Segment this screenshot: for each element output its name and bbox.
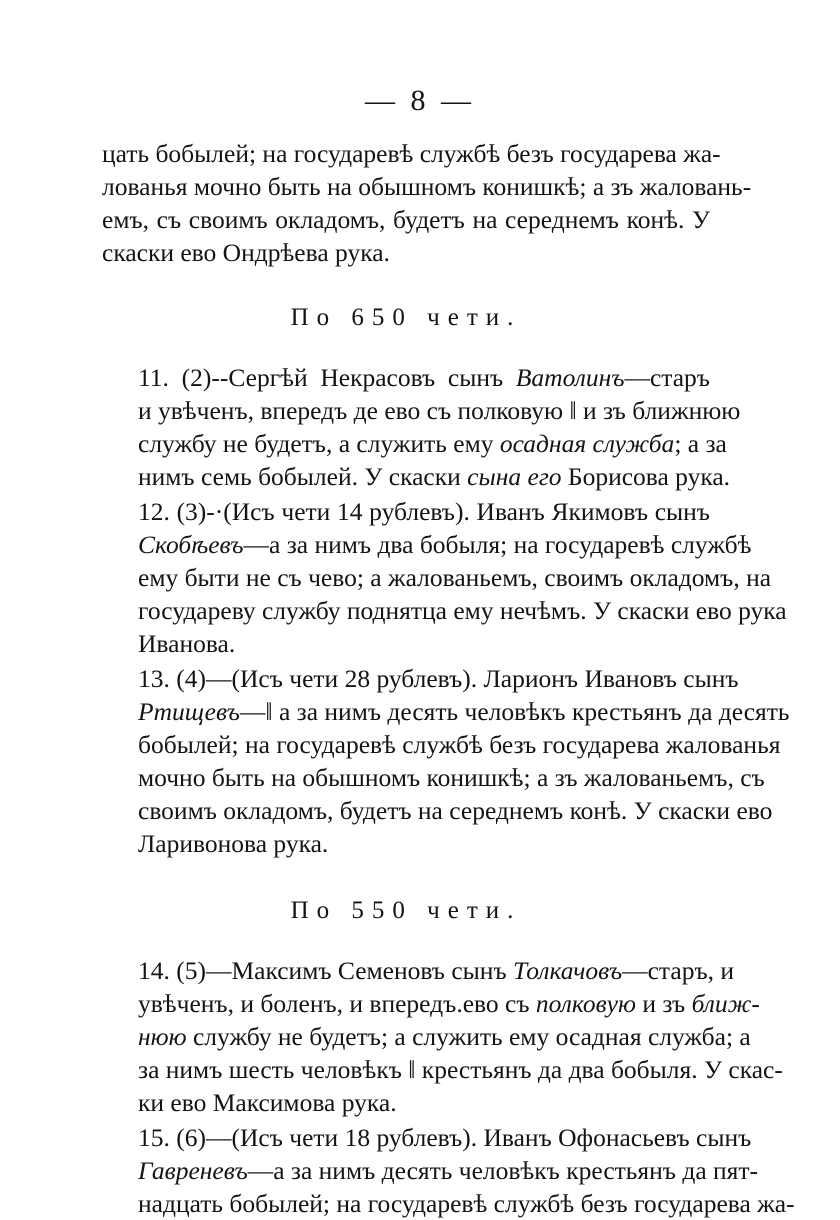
text-line: цать бобылей; на государевѣ службѣ безъ государева жа-: [102, 139, 721, 168]
text-line: [102, 427, 727, 460]
text-line: [102, 1154, 759, 1187]
section-heading-650: По 650 чети.: [290, 304, 522, 331]
text-line: [102, 954, 735, 987]
text-segment: —старъ: [624, 363, 710, 392]
surname: Скобѣевъ: [138, 530, 244, 559]
text-line: [102, 695, 790, 728]
text-line: [102, 987, 760, 1020]
text-segment: и зъ: [635, 989, 692, 1018]
italic-phrase: осадная служба: [499, 429, 675, 458]
italic-phrase: полковую: [535, 989, 636, 1018]
page-body: [102, 137, 795, 1220]
entry-10-continuation: [102, 137, 752, 269]
surname: Ватолинъ: [515, 363, 625, 392]
entry-11: [102, 361, 741, 493]
text-segment: 14. (5)—Максимъ Семеновъ сынъ: [138, 956, 514, 985]
text-line: своимъ окладомъ, будетъ на середнемъ конѣ. У скаски ево: [138, 796, 773, 825]
surname: Толкачовъ: [513, 956, 623, 985]
text-line: ему быти не съ чево; а жалованьемъ, своимъ окладомъ, на: [138, 563, 772, 592]
entry-15: [102, 1121, 795, 1220]
text-line: 12. (3)-·(Исъ чети 14 рублевъ). Иванъ Якимовъ сынъ: [138, 497, 710, 526]
text-line: мочно быть на обышномъ конишкѣ; а зъ жалованьемъ, съ: [138, 763, 765, 792]
text-segment: —а за нимъ десять человѣкъ крестьянъ да пят-: [247, 1156, 759, 1185]
text-line: и увѣченъ, впередъ де ево съ полковую ‖ и зъ ближнюю: [138, 396, 741, 425]
text-segment: службу не будетъ, а служить ему: [138, 429, 500, 458]
text-line: [102, 460, 731, 493]
text-line: Иванова.: [138, 629, 236, 658]
text-line: 15. (6)—(Исъ чети 18 рублевъ). Иванъ Офонасьевъ сынъ: [138, 1123, 752, 1152]
italic-phrase: ближ-: [691, 989, 760, 1018]
text-line: бобылей; на государевѣ службѣ безъ государева жалованья: [138, 730, 781, 759]
surname: Ртищевъ: [138, 697, 240, 726]
text-line: за нимъ шесть человѣкъ ‖ крестьянъ да два бобыля. У скас-: [138, 1055, 783, 1084]
text-segment: —старъ, и: [622, 956, 735, 985]
text-line: ки ево Максимова рука.: [138, 1088, 397, 1117]
entry-12: [102, 495, 787, 660]
text-line: государеву службу поднятца ему нечѣмъ. У скаски ево рука: [138, 596, 787, 625]
text-line: скаски ево Ондрѣева рука.: [102, 238, 390, 267]
text-line: лованья мочно быть на обышномъ конишкѣ; а зъ жаловань-: [102, 172, 752, 201]
entry-14: [102, 954, 783, 1119]
text-segment: ; а за: [674, 429, 727, 458]
text-segment: службу не будетъ; а служить ему осадная служба; а: [186, 1022, 751, 1051]
section-heading-550: По 550 чети.: [290, 897, 522, 924]
text-segment: нимъ семь бобылей. У скаски: [138, 462, 468, 491]
page-number: — 8 —: [365, 84, 475, 117]
text-line: 13. (4)—(Исъ чети 28 рублевъ). Ларионъ Ивановъ сынъ: [138, 664, 739, 693]
text-segment: 11. (2)--Сергѣй Некрасовъ сынъ: [138, 363, 516, 392]
surname: Гавреневъ: [138, 1156, 248, 1185]
text-segment: —‖ а за нимъ десять человѣкъ крестьянъ да десять: [239, 697, 790, 726]
text-segment: Борисова рука.: [561, 462, 731, 491]
italic-phrase: нюю: [138, 1022, 187, 1051]
entry-13: [102, 662, 790, 860]
text-line: [102, 528, 752, 561]
italic-phrase: сына его: [467, 462, 562, 491]
text-line: [102, 1020, 751, 1053]
text-segment: увѣченъ, и боленъ, и впередъ.ево съ: [138, 989, 536, 1018]
text-segment: —а за нимъ два бобыля; на государевѣ службѣ: [243, 530, 752, 559]
text-line: надцать бобылей; на государевѣ службѣ безъ государева жа-: [138, 1189, 795, 1218]
text-line: [102, 361, 710, 394]
text-line: Ларивонова рука.: [138, 829, 329, 858]
text-line: емъ, съ своимъ окладомъ, будетъ на середнемъ конѣ. У: [102, 205, 710, 234]
